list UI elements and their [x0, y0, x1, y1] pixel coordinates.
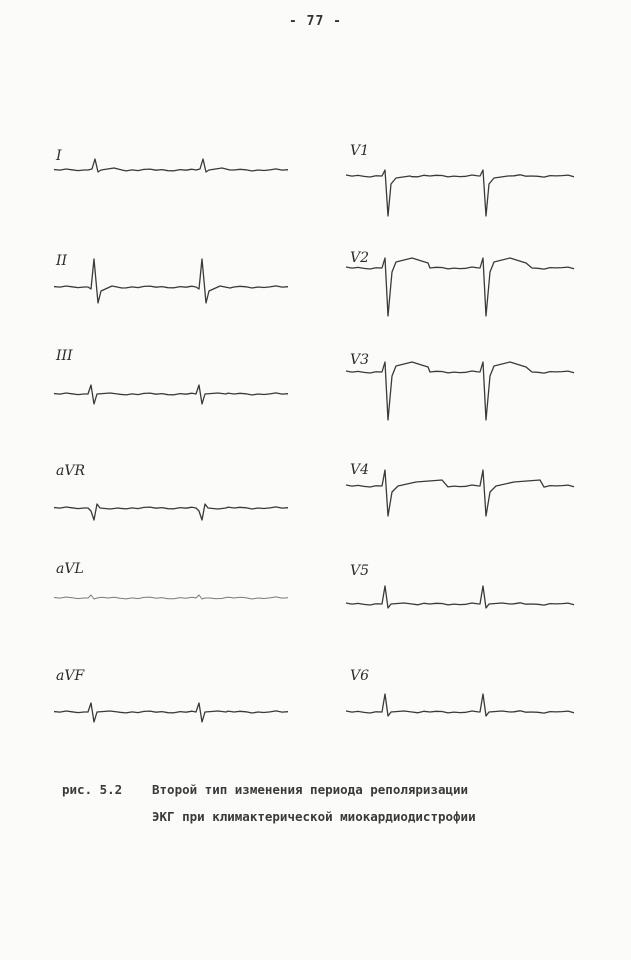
- ecg-trace-I: [54, 159, 288, 172]
- caption-text-1: Второй тип изменения периода реполяризации: [152, 782, 469, 797]
- ecg-trace-V4: [346, 470, 574, 516]
- ecg-trace-II: [54, 259, 288, 303]
- ecg-trace-V2: [346, 258, 574, 316]
- lead-label-right-1: V1: [350, 143, 370, 159]
- ecg-trace-V6: [346, 694, 574, 716]
- ecg-trace-V3: [346, 362, 574, 420]
- lead-label-right-4: V4: [350, 462, 370, 478]
- caption-line-1: [62, 776, 476, 803]
- lead-label-right-2: V2: [350, 250, 370, 266]
- ecg-trace-aVF: [54, 703, 288, 722]
- lead-label-left-5: aVL: [56, 561, 84, 577]
- figure-number: рис. 5.2: [62, 782, 123, 797]
- lead-label-right-3: V3: [350, 352, 370, 368]
- ecg-trace-V1: [346, 170, 574, 216]
- lead-label-left-6: aVF: [56, 668, 85, 684]
- ecg-trace-III: [54, 385, 288, 404]
- ecg-trace-aVL: [54, 595, 288, 599]
- lead-label-right-6: V6: [350, 668, 370, 684]
- lead-label-right-5: V5: [350, 563, 370, 579]
- lead-label-left-4: aVR: [56, 463, 85, 479]
- figure-caption: [62, 776, 476, 830]
- lead-label-left-2: II: [56, 253, 68, 269]
- page-number: - 77 -: [289, 14, 342, 29]
- ecg-trace-aVR: [54, 504, 288, 520]
- lead-label-left-3: III: [56, 348, 73, 364]
- ecg-trace-V5: [346, 586, 574, 608]
- caption-text-2: ЭКГ при климактерической миокардиодистрофии: [152, 809, 476, 824]
- lead-label-left-1: I: [56, 148, 62, 164]
